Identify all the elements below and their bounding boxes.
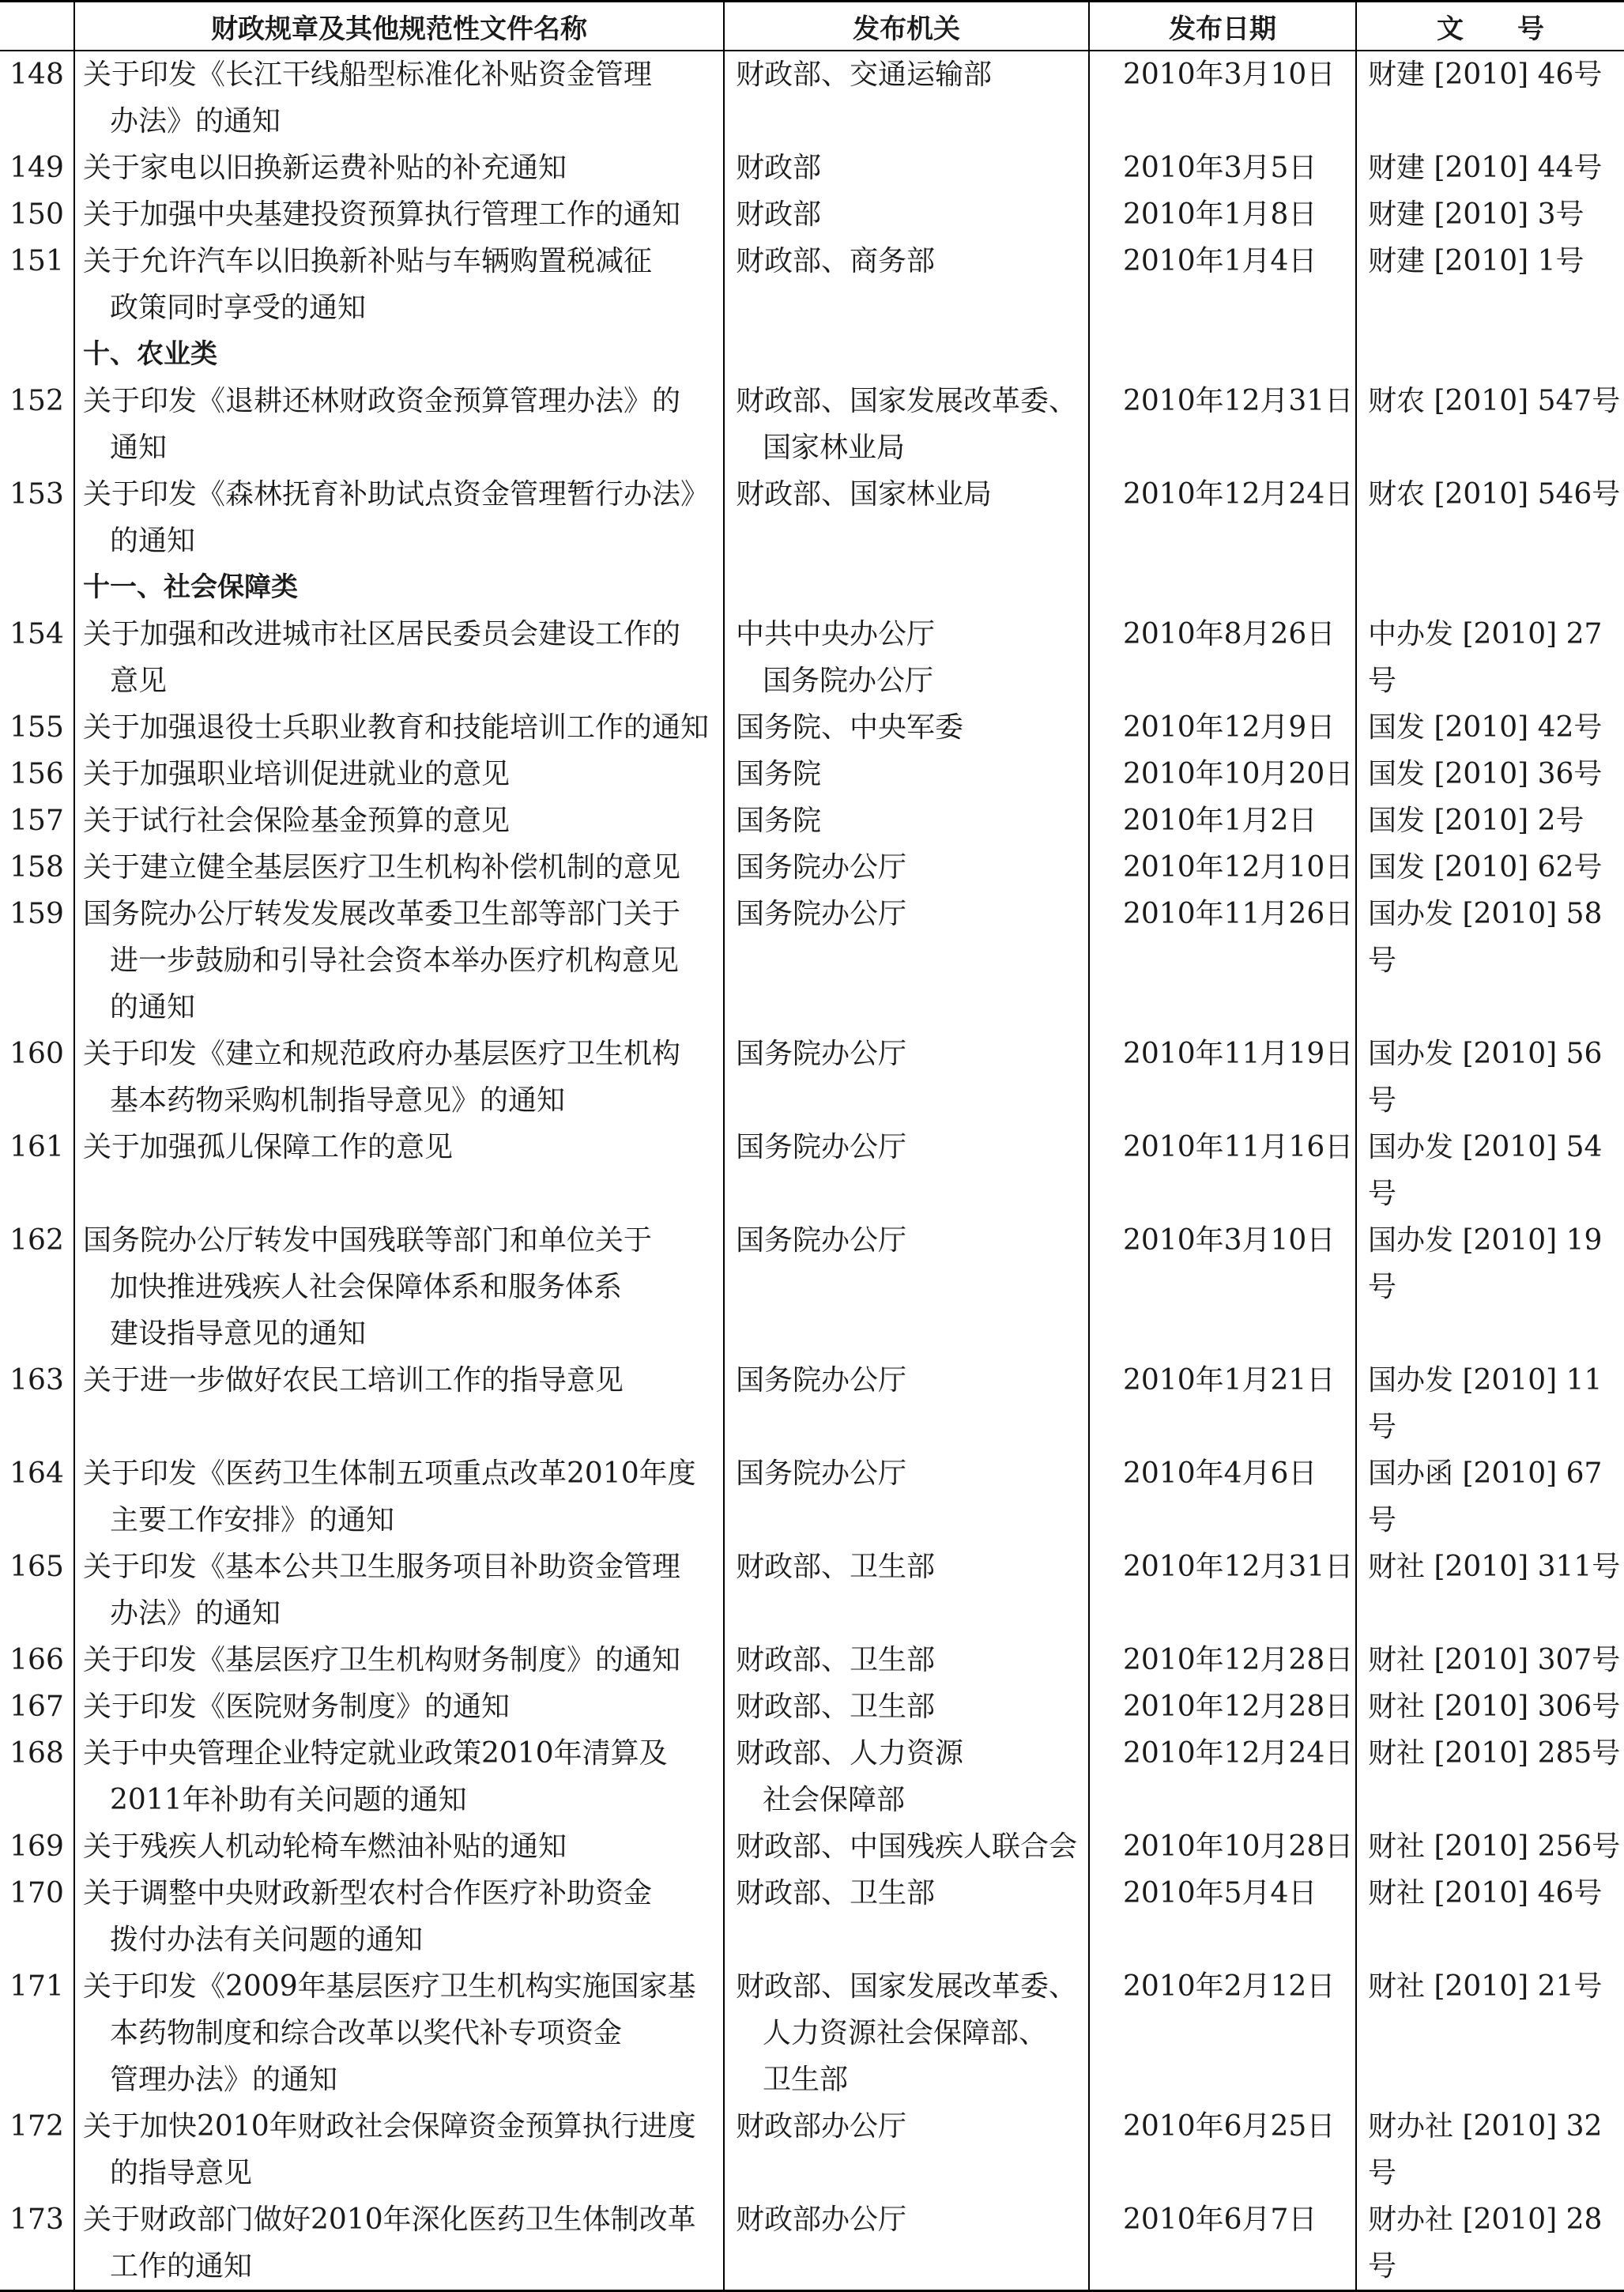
document-number: 中办发 [2010] 27号: [1356, 611, 1624, 704]
table-row: [0, 611, 1624, 704]
issuing-authority: [724, 1450, 1089, 1544]
document-name-line: 关于中央管理企业特定就业政策2010年清算及: [83, 1737, 668, 1770]
table-row: [0, 1963, 1624, 2103]
document-name-line: 的通知: [110, 525, 196, 557]
issuing-authority-line: 财政部: [736, 198, 822, 231]
issuing-authority-line: 财政部: [736, 152, 822, 184]
issuing-authority-line: 国务院办公厅: [763, 665, 934, 697]
document-number: 国办发 [2010] 54号: [1356, 1124, 1624, 1217]
row-number: 158: [9, 851, 64, 884]
row-number: 159: [9, 898, 64, 930]
document-name-line: 的指导意见: [110, 2157, 253, 2189]
document-name-line: 加快推进残疾人社会保障体系和服务体系: [110, 1271, 623, 1303]
header-name: 财政规章及其他规范性文件名称: [74, 2, 724, 51]
table-row: [0, 191, 1624, 238]
document-name-line: 政策同时享受的通知: [110, 292, 367, 324]
issuing-authority: [724, 1217, 1089, 1357]
row-number: 149: [9, 152, 64, 184]
document-name-line: 关于允许汽车以旧换新补贴与车辆购置税减征: [83, 245, 653, 277]
document-name: [74, 1963, 724, 2103]
document-name: [74, 471, 724, 564]
issue-date: 2010年1月8日: [1089, 191, 1356, 238]
issue-date: 2010年11月19日: [1089, 1031, 1356, 1124]
issuing-authority-line: 财政部、中国残疾人联合会: [736, 1830, 1078, 1863]
document-number: 财办社 [2010] 32号: [1356, 2103, 1624, 2196]
row-number: 150: [9, 198, 64, 231]
document-name: [74, 378, 724, 471]
document-name-line: 关于加强中央基建投资预算执行管理工作的通知: [83, 198, 681, 231]
row-number: 161: [9, 1131, 64, 1163]
section-title: [74, 564, 724, 611]
table-row: [0, 378, 1624, 471]
section-title-text: 十、农业类: [83, 338, 217, 370]
issuing-authority: [724, 2196, 1089, 2291]
row-number: 160: [9, 1038, 64, 1070]
table-row: [0, 844, 1624, 891]
issuing-authority: [724, 1870, 1089, 1963]
issuing-authority-line: 国务院: [736, 758, 822, 790]
empty-cell: [1356, 564, 1624, 611]
document-name-line: 关于印发《森林抚育补助试点资金管理暂行办法》: [83, 478, 710, 511]
table-row: [0, 891, 1624, 1031]
row-index: [0, 564, 74, 611]
document-name-line: 关于印发《2009年基层医疗卫生机构实施国家基: [83, 1970, 696, 2003]
issuing-authority-line: 国家林业局: [763, 432, 906, 464]
issuing-authority-line: 卫生部: [763, 2064, 849, 2096]
document-name-line: 关于印发《医药卫生体制五项重点改革2010年度: [83, 1457, 696, 1490]
section-title: [74, 331, 724, 378]
document-name: [74, 2103, 724, 2196]
row-number: 166: [9, 1644, 64, 1676]
document-name-line: 关于印发《建立和规范政府办基层医疗卫生机构: [83, 1038, 681, 1070]
issue-date: 2010年12月28日: [1089, 1683, 1356, 1730]
document-name-line: 关于家电以旧换新运费补贴的补充通知: [83, 152, 567, 184]
document-name: [74, 1357, 724, 1450]
document-number: 国发 [2010] 62号: [1356, 844, 1624, 891]
issuing-authority-line: 财政部、卫生部: [736, 1551, 936, 1583]
issuing-authority: [724, 1544, 1089, 1637]
document-name-line: 关于加快2010年财政社会保障资金预算执行进度: [83, 2110, 696, 2143]
document-name-line: 关于加强退役士兵职业教育和技能培训工作的通知: [83, 711, 710, 744]
issuing-authority: [724, 2103, 1089, 2196]
table-row: [0, 1544, 1624, 1637]
row-number: 170: [9, 1877, 64, 1909]
table-row: [0, 1124, 1624, 1217]
issuing-authority-line: 财政部、卫生部: [736, 1691, 936, 1723]
issue-date: 2010年12月31日: [1089, 378, 1356, 471]
issue-date: 2010年11月16日: [1089, 1124, 1356, 1217]
issue-date: 2010年1月4日: [1089, 238, 1356, 331]
document-name-line: 关于印发《基层医疗卫生机构财务制度》的通知: [83, 1644, 681, 1676]
issue-date: 2010年6月25日: [1089, 2103, 1356, 2196]
issuing-authority: [724, 891, 1089, 1031]
issuing-authority-line: 财政部、卫生部: [736, 1644, 936, 1676]
issue-date: 2010年2月12日: [1089, 1963, 1356, 2103]
issue-date: 2010年12月28日: [1089, 1637, 1356, 1683]
table-body: [0, 51, 1624, 2291]
issue-date: 2010年10月20日: [1089, 751, 1356, 797]
document-name-line: 工作的通知: [110, 2250, 253, 2283]
row-number: 148: [9, 58, 64, 91]
row-number: 157: [9, 805, 64, 837]
document-name: [74, 238, 724, 331]
issue-date: 2010年6月7日: [1089, 2196, 1356, 2291]
issue-date: 2010年12月10日: [1089, 844, 1356, 891]
empty-cell: [724, 331, 1089, 378]
document-number: 财社 [2010] 285号: [1356, 1730, 1624, 1823]
document-number: 国发 [2010] 2号: [1356, 797, 1624, 844]
document-name-line: 关于印发《退耕还林财政资金预算管理办法》的: [83, 385, 681, 417]
row-number: 155: [9, 711, 64, 744]
document-name: [74, 1637, 724, 1683]
row-number: 172: [9, 2110, 64, 2143]
issuing-authority-line: 国务院办公厅: [736, 851, 907, 884]
document-name: [74, 1124, 724, 1217]
document-number: 国办函 [2010] 67号: [1356, 1450, 1624, 1544]
issuing-authority: [724, 1124, 1089, 1217]
document-name-line: 国务院办公厅转发发展改革委卫生部等部门关于: [83, 898, 681, 930]
issuing-authority-line: 人力资源社会保障部、: [763, 2017, 1048, 2049]
row-number: 164: [9, 1457, 64, 1490]
document-name: [74, 191, 724, 238]
issue-date: 2010年8月26日: [1089, 611, 1356, 704]
empty-cell: [1089, 331, 1356, 378]
document-name-line: 关于印发《基本公共卫生服务项目补助资金管理: [83, 1551, 681, 1583]
document-name-line: 主要工作安排》的通知: [110, 1504, 395, 1536]
issue-date: 2010年3月10日: [1089, 1217, 1356, 1357]
document-number: 财农 [2010] 547号: [1356, 378, 1624, 471]
document-number: 财建 [2010] 3号: [1356, 191, 1624, 238]
issue-date: 2010年1月21日: [1089, 1357, 1356, 1450]
issue-date: 2010年12月9日: [1089, 704, 1356, 751]
document-number: 国发 [2010] 36号: [1356, 751, 1624, 797]
issuing-authority-line: 财政部、国家发展改革委、: [736, 385, 1078, 417]
table-row: [0, 2196, 1624, 2291]
document-number: 财办社 [2010] 28号: [1356, 2196, 1624, 2291]
table-row: [0, 2103, 1624, 2196]
table-row: [0, 238, 1624, 331]
row-number: 171: [9, 1970, 64, 2003]
row-number: 173: [0, 2196, 74, 2291]
document-name: [74, 1683, 724, 1730]
document-number: 国办发 [2010] 58号: [1356, 891, 1624, 1031]
document-name-line: 关于建立健全基层医疗卫生机构补偿机制的意见: [83, 851, 681, 884]
issue-date: 2010年3月5日: [1089, 145, 1356, 191]
issuing-authority-line: 财政部、人力资源: [736, 1737, 964, 1770]
issue-date: 2010年4月6日: [1089, 1450, 1356, 1544]
document-name: [74, 2196, 724, 2291]
table-row: [0, 1031, 1624, 1124]
issuing-authority: [724, 378, 1089, 471]
table-row: [0, 1357, 1624, 1450]
row-number: 152: [9, 385, 64, 417]
document-name-line: 关于残疾人机动轮椅车燃油补贴的通知: [83, 1830, 567, 1863]
issuing-authority-line: 国务院: [736, 805, 822, 837]
issuing-authority: [724, 1357, 1089, 1450]
document-number: 财农 [2010] 546号: [1356, 471, 1624, 564]
header-index: [0, 2, 74, 51]
issuing-authority: [724, 1637, 1089, 1683]
issuing-authority: [724, 1730, 1089, 1823]
row-number: 153: [9, 478, 64, 511]
document-name-line: 进一步鼓励和引导社会资本举办医疗机构意见: [110, 944, 680, 977]
issuing-authority-line: 中共中央办公厅: [736, 618, 936, 650]
issuing-authority-line: 社会保障部: [763, 1784, 906, 1816]
document-name-line: 本药物制度和综合改革以奖代补专项资金: [110, 2017, 623, 2049]
table-row: [0, 1683, 1624, 1730]
table-row: [0, 704, 1624, 751]
issuing-authority: [724, 751, 1089, 797]
document-name-line: 意见: [110, 665, 168, 697]
document-name-line: 关于加强职业培训促进就业的意见: [83, 758, 511, 790]
document-name-line: 办法》的通知: [110, 1597, 281, 1630]
issue-date: 2010年5月4日: [1089, 1870, 1356, 1963]
table-row: [0, 1870, 1624, 1963]
issuing-authority-line: 国务院办公厅: [736, 898, 907, 930]
issuing-authority-line: 财政部、国家发展改革委、: [736, 1970, 1078, 2003]
table-row: [0, 1823, 1624, 1870]
document-name-line: 关于印发《医院财务制度》的通知: [83, 1691, 511, 1723]
header-date: 发布日期: [1089, 2, 1356, 51]
document-name-line: 关于加强孤儿保障工作的意见: [83, 1131, 454, 1163]
header-issuer: 发布机关: [724, 2, 1089, 51]
issuing-authority: [724, 1031, 1089, 1124]
document-name: [74, 1823, 724, 1870]
issue-date: 2010年10月28日: [1089, 1823, 1356, 1870]
document-number: 财社 [2010] 307号: [1356, 1637, 1624, 1683]
issuing-authority-line: 财政部办公厅: [736, 2110, 907, 2143]
row-number: 151: [9, 245, 64, 277]
document-name-line: 关于加强和改进城市社区居民委员会建设工作的: [83, 618, 681, 650]
row-number: 168: [9, 1737, 64, 1770]
issuing-authority: [724, 191, 1089, 238]
row-number: 167: [9, 1691, 64, 1723]
table-row: [0, 1637, 1624, 1683]
document-number: 财社 [2010] 46号: [1356, 1870, 1624, 1963]
document-number: 财建 [2010] 1号: [1356, 238, 1624, 331]
document-name: [74, 145, 724, 191]
issue-date: 2010年12月24日: [1089, 1730, 1356, 1823]
table-row: [0, 145, 1624, 191]
issuing-authority: [724, 145, 1089, 191]
document-name-line: 关于调整中央财政新型农村合作医疗补助资金: [83, 1877, 653, 1909]
issuing-authority: [724, 844, 1089, 891]
issuing-authority-line: 财政部、国家林业局: [736, 478, 993, 511]
issue-date: 2010年1月2日: [1089, 797, 1356, 844]
document-name: [74, 1450, 724, 1544]
document-name: [74, 51, 724, 145]
document-name: [74, 751, 724, 797]
table-header: [0, 2, 1624, 51]
issuing-authority: [724, 51, 1089, 145]
document-name-line: 的通知: [110, 991, 196, 1023]
document-number: 财社 [2010] 21号: [1356, 1963, 1624, 2103]
table-row: [0, 751, 1624, 797]
document-name: [74, 1544, 724, 1637]
document-number: 财建 [2010] 46号: [1356, 51, 1624, 145]
issue-date: 2010年12月31日: [1089, 1544, 1356, 1637]
issuing-authority-line: 国务院办公厅: [736, 1131, 907, 1163]
issuing-authority: [724, 1683, 1089, 1730]
document-number: 国办发 [2010] 11号: [1356, 1357, 1624, 1450]
document-name-line: 拨付办法有关问题的通知: [110, 1924, 424, 1956]
empty-cell: [724, 564, 1089, 611]
table-row: [0, 1730, 1624, 1823]
document-name-line: 办法》的通知: [110, 105, 281, 138]
empty-cell: [1356, 331, 1624, 378]
row-number: 163: [9, 1364, 64, 1397]
document-name: [74, 891, 724, 1031]
issuing-authority-line: 财政部、卫生部: [736, 1877, 936, 1909]
section-row: [0, 331, 1624, 378]
document-number: 财建 [2010] 44号: [1356, 145, 1624, 191]
document-name: [74, 1730, 724, 1823]
row-number: 156: [9, 758, 64, 790]
row-number: 169: [9, 1830, 64, 1863]
row-number: 165: [9, 1551, 64, 1583]
issuing-authority: [724, 704, 1089, 751]
document-name-line: 建设指导意见的通知: [110, 1318, 367, 1350]
issuing-authority: [724, 797, 1089, 844]
header-docno: 文 号: [1356, 2, 1624, 51]
empty-cell: [1089, 564, 1356, 611]
document-name: [74, 704, 724, 751]
issuing-authority-line: 财政部办公厅: [736, 2203, 907, 2236]
issuing-authority-line: 财政部、商务部: [736, 245, 936, 277]
document-number: 财社 [2010] 306号: [1356, 1683, 1624, 1730]
document-name: [74, 1031, 724, 1124]
table-row: [0, 1217, 1624, 1357]
table-row: [0, 471, 1624, 564]
row-number: 162: [9, 1224, 64, 1257]
document-name-line: 管理办法》的通知: [110, 2064, 338, 2096]
document-name-line: 通知: [110, 432, 168, 464]
document-number: 国办发 [2010] 19号: [1356, 1217, 1624, 1357]
document-name: [74, 797, 724, 844]
row-number: 154: [9, 618, 64, 650]
table-row: [0, 797, 1624, 844]
issuing-authority: [724, 1963, 1089, 2103]
table-row: [0, 51, 1624, 145]
issuing-authority-line: 国务院办公厅: [736, 1457, 907, 1490]
issuing-authority-line: 国务院办公厅: [736, 1364, 907, 1397]
document-number: 国办发 [2010] 56号: [1356, 1031, 1624, 1124]
document-name-line: 关于财政部门做好2010年深化医药卫生体制改革: [83, 2203, 696, 2236]
issuing-authority: [724, 1823, 1089, 1870]
document-name-line: 关于进一步做好农民工培训工作的指导意见: [83, 1364, 624, 1397]
document-name: [74, 844, 724, 891]
issuing-authority-line: 财政部、交通运输部: [736, 58, 993, 91]
document-name-line: 关于印发《长江干线船型标准化补贴资金管理: [83, 58, 653, 91]
document-number: 国发 [2010] 42号: [1356, 704, 1624, 751]
issuing-authority-line: 国务院办公厅: [736, 1038, 907, 1070]
row-index: [0, 331, 74, 378]
issue-date: 2010年11月26日: [1089, 891, 1356, 1031]
document-name: [74, 1870, 724, 1963]
table-row: [0, 1450, 1624, 1544]
document-number: 财社 [2010] 311号: [1356, 1544, 1624, 1637]
section-title-text: 十一、社会保障类: [83, 571, 298, 603]
document-name-line: 国务院办公厅转发中国残联等部门和单位关于: [83, 1224, 653, 1257]
issuing-authority-line: 国务院、中央军委: [736, 711, 964, 744]
issuing-authority: [724, 611, 1089, 704]
document-name-line: 2011年补助有关问题的通知: [110, 1784, 467, 1816]
document-number: 财社 [2010] 256号: [1356, 1823, 1624, 1870]
issuing-authority-line: 国务院办公厅: [736, 1224, 907, 1257]
document-name: [74, 1217, 724, 1357]
document-name-line: 基本药物采购机制指导意见》的通知: [110, 1084, 566, 1117]
issue-date: 2010年12月24日: [1089, 471, 1356, 564]
issuing-authority: [724, 471, 1089, 564]
document-name-line: 关于试行社会保险基金预算的意见: [83, 805, 511, 837]
document-name: [74, 611, 724, 704]
issuing-authority: [724, 238, 1089, 331]
section-row: [0, 564, 1624, 611]
issue-date: 2010年3月10日: [1089, 51, 1356, 145]
